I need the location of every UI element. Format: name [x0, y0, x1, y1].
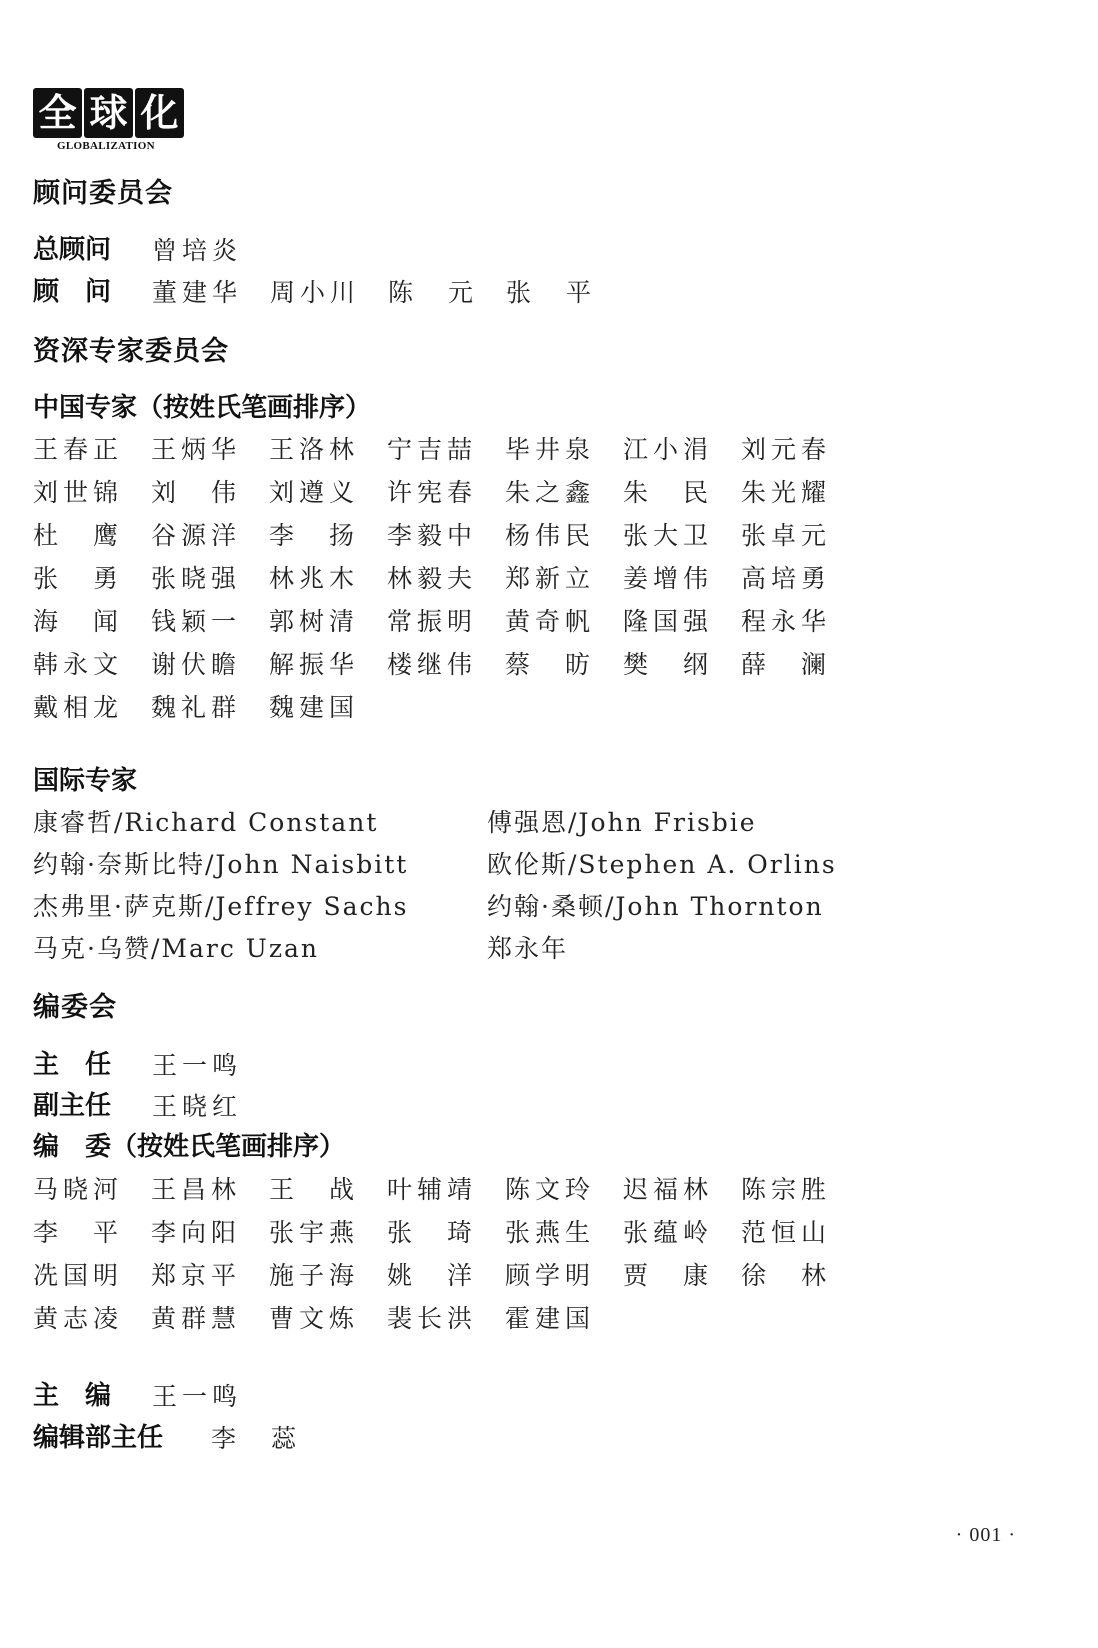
name-cell: 戴相龙 [33, 693, 124, 722]
name-cell: 蔡 昉 [505, 650, 596, 679]
name-cell: 约翰·奈斯比特/John Naisbitt [33, 850, 409, 879]
deputy-director-name: 王晓红 [152, 1092, 243, 1121]
name-cell: 宁吉喆 [387, 435, 478, 464]
name-cell: 刘世锦 [33, 478, 124, 507]
editorial-heading: 编委会 [33, 992, 117, 1023]
advisor-name: 陈 元 [388, 278, 479, 307]
name-cell: 谢伏瞻 [151, 650, 242, 679]
chief-editor-name: 王一鸣 [152, 1382, 243, 1411]
name-cell: 韩永文 [33, 650, 124, 679]
logo-char: 化 [135, 88, 184, 138]
name-cell: 黄群慧 [151, 1304, 242, 1333]
name-cell: 康睿哲/Richard Constant [33, 808, 379, 837]
name-cell: 李向阳 [151, 1218, 242, 1247]
name-cell: 姜增伟 [623, 564, 714, 593]
intl-experts-grid [33, 810, 907, 961]
advisor-label: 顾 问 [33, 277, 112, 307]
name-cell: 范恒山 [741, 1218, 832, 1247]
name-cell: 张 琦 [387, 1218, 478, 1247]
name-cell: 江小涓 [623, 435, 714, 464]
name-cell: 朱光耀 [741, 478, 832, 507]
name-cell: 陈文玲 [505, 1175, 596, 1204]
name-cell: 杨伟民 [505, 521, 596, 550]
name-cell: 朱 民 [623, 478, 714, 507]
name-cell: 王昌林 [151, 1175, 242, 1204]
name-cell: 郑永年 [487, 934, 569, 963]
china-experts-grid [33, 437, 859, 720]
name-cell: 张宇燕 [269, 1218, 360, 1247]
name-cell: 黄志凌 [33, 1304, 124, 1333]
logo-subtitle: GLOBALIZATION [57, 140, 155, 152]
name-cell: 施子海 [269, 1261, 360, 1290]
name-cell: 傅强恩/John Frisbie [487, 808, 757, 837]
name-cell: 常振明 [387, 607, 478, 636]
name-cell: 张晓强 [151, 564, 242, 593]
name-cell: 隆国强 [623, 607, 714, 636]
name-cell: 迟福林 [623, 1175, 714, 1204]
director-label: 主 任 [33, 1050, 112, 1080]
name-cell: 樊 纲 [623, 650, 714, 679]
editorial-members-grid [33, 1177, 859, 1331]
name-cell: 钱颖一 [151, 607, 242, 636]
name-cell: 叶辅靖 [387, 1175, 478, 1204]
director-name: 王一鸣 [152, 1051, 243, 1080]
name-cell: 李毅中 [387, 521, 478, 550]
name-cell: 裴长洪 [387, 1304, 478, 1333]
logo-char: 全 [33, 88, 82, 138]
name-cell: 王春正 [33, 435, 124, 464]
name-cell: 徐 林 [741, 1261, 832, 1290]
name-cell: 杜 鹰 [33, 521, 124, 550]
dept-head-label: 编辑部主任 [33, 1423, 164, 1453]
name-cell: 杰弗里·萨克斯/Jeffrey Sachs [33, 892, 409, 921]
advisor-name: 张 平 [506, 278, 597, 307]
name-cell: 郑新立 [505, 564, 596, 593]
name-cell: 朱之鑫 [505, 478, 596, 507]
name-cell: 约翰·桑顿/John Thornton [487, 892, 824, 921]
name-cell: 李 扬 [269, 521, 360, 550]
name-cell: 王洛林 [269, 435, 360, 464]
name-cell: 楼继伟 [387, 650, 478, 679]
name-cell: 马克·乌赞/Marc Uzan [33, 934, 320, 963]
name-cell: 刘遵义 [269, 478, 360, 507]
name-cell: 郑京平 [151, 1261, 242, 1290]
advisor-names [152, 280, 624, 305]
name-cell: 陈宗胜 [741, 1175, 832, 1204]
chief-editor-label: 主 编 [33, 1381, 112, 1411]
name-cell: 郭树清 [269, 607, 360, 636]
name-cell: 薛 澜 [741, 650, 832, 679]
name-cell: 魏礼群 [151, 693, 242, 722]
name-cell: 程永华 [741, 607, 832, 636]
name-cell: 毕井泉 [505, 435, 596, 464]
name-cell: 欧伦斯/Stephen A. Orlins [487, 850, 837, 879]
globalization-logo [33, 88, 185, 152]
name-cell: 王炳华 [151, 435, 242, 464]
intl-experts-heading: 国际专家 [33, 766, 138, 796]
name-cell: 李 平 [33, 1218, 124, 1247]
name-cell: 刘 伟 [151, 478, 242, 507]
logo-char: 球 [84, 88, 133, 138]
name-cell: 林毅夫 [387, 564, 478, 593]
members-label: 编 委（按姓氏笔画排序） [33, 1132, 346, 1162]
name-cell: 冼国明 [33, 1261, 124, 1290]
name-cell: 黄奇帆 [505, 607, 596, 636]
advisor-name: 周小川 [270, 278, 361, 307]
name-cell: 霍建国 [505, 1304, 596, 1333]
name-cell: 张燕生 [505, 1218, 596, 1247]
advisory-heading: 顾问委员会 [33, 178, 173, 209]
name-cell: 张蕴岭 [623, 1218, 714, 1247]
name-cell: 刘元春 [741, 435, 832, 464]
name-cell: 马晓河 [33, 1175, 124, 1204]
name-cell: 高培勇 [741, 564, 832, 593]
name-cell: 许宪春 [387, 478, 478, 507]
advisor-name: 董建华 [152, 278, 243, 307]
chief-advisor-name: 曾培炎 [152, 236, 243, 265]
name-cell: 贾 康 [623, 1261, 714, 1290]
china-experts-heading: 中国专家（按姓氏笔画排序） [33, 393, 372, 423]
name-cell: 谷源洋 [151, 521, 242, 550]
name-cell: 顾学明 [505, 1261, 596, 1290]
name-cell: 张大卫 [623, 521, 714, 550]
name-cell: 海 闻 [33, 607, 124, 636]
name-cell: 解振华 [269, 650, 360, 679]
dept-head-name: 李 蕊 [211, 1424, 302, 1453]
name-cell: 张卓元 [741, 521, 832, 550]
name-cell: 魏建国 [269, 693, 360, 722]
name-cell: 曹文炼 [269, 1304, 360, 1333]
name-cell: 王 战 [269, 1175, 360, 1204]
senior-heading: 资深专家委员会 [33, 336, 229, 367]
name-cell: 姚 洋 [387, 1261, 478, 1290]
chief-advisor-label: 总顾问 [33, 235, 112, 265]
name-cell: 张 勇 [33, 564, 124, 593]
deputy-director-label: 副主任 [33, 1091, 112, 1121]
name-cell: 林兆木 [269, 564, 360, 593]
page-number: · 001 · [955, 1524, 1016, 1546]
